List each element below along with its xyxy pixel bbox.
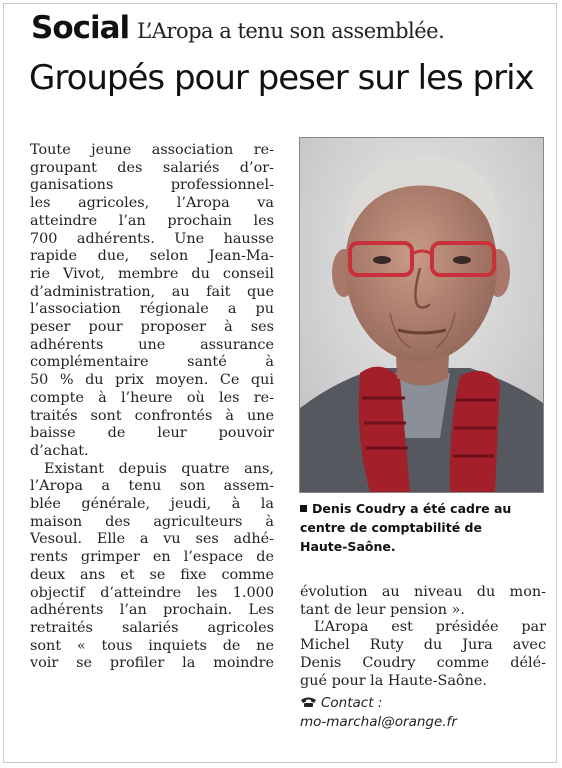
text-line: voir se profiler la moindre — [30, 655, 274, 672]
portrait-photo — [299, 137, 544, 493]
text-line: Toute jeune association re- — [30, 142, 274, 158]
text-line: peser pour proposer à ses — [30, 319, 274, 336]
text-line: d’administration, au fait que — [30, 283, 274, 300]
text-line: objectif d’atteindre les 1.000 — [30, 584, 274, 601]
text-line: rie Vivot, membre du conseil — [30, 265, 274, 282]
text-line: rents grimper en l’espace de — [30, 549, 274, 566]
article-column-right — [300, 584, 546, 690]
kicker-lead: L’Aropa a tenu son assemblée. — [137, 19, 445, 43]
text-line: baisse de leur pouvoir — [30, 425, 274, 442]
text-line: l’association régionale a pu — [30, 301, 274, 318]
rubric-label: Social — [31, 10, 130, 46]
text-line: L’Aropa est présidée par — [314, 619, 546, 636]
headline: Groupés pour peser sur les prix — [29, 58, 534, 98]
caption-line: Haute-Saône. — [300, 539, 396, 554]
text-line: compte à l’heure où les re- — [30, 389, 274, 406]
text-line: traités sont confrontés à une — [30, 407, 274, 424]
text-line: groupant des salariés d’or- — [30, 159, 274, 176]
text-line: ganisations professionnel- — [30, 177, 274, 194]
text-line: Vesoul. Elle a vu ses adhé- — [30, 531, 274, 548]
caption-line: centre de comptabilité de — [300, 520, 482, 535]
text-line: d’achat. — [30, 442, 89, 459]
contact-email[interactable]: mo-marchal@orange.fr — [300, 714, 457, 730]
portrait-illustration — [300, 138, 543, 492]
contact-block — [300, 694, 546, 732]
text-line: Existant depuis quatre ans, — [44, 460, 274, 477]
text-line: adhérents une assurance — [30, 336, 274, 353]
text-line: 700 adhérents. Une hausse — [30, 230, 274, 247]
text-line: retraités salariés agricoles — [30, 619, 274, 636]
text-line: gué pour la Haute-Saône. — [300, 672, 487, 689]
text-line: deux ans et se fixe comme — [30, 566, 274, 583]
text-line: blée générale, jeudi, à la — [30, 496, 274, 513]
text-line: Denis Coudry comme délé- — [300, 654, 546, 671]
contact-label: Contact : — [321, 695, 383, 711]
caption-bullet — [300, 505, 307, 512]
text-line: les agricoles, l’Aropa va — [30, 195, 274, 212]
text-line: sont « tous inquiets de ne — [30, 637, 274, 654]
text-line: atteindre l’an prochain les — [30, 212, 274, 229]
text-line: adhérents l’an prochain. Les — [30, 602, 274, 619]
phone-icon — [300, 695, 317, 707]
text-line: 50 % du prix moyen. Ce qui — [30, 372, 274, 389]
kicker — [31, 10, 444, 46]
text-line: tant de leur pension ». — [300, 601, 466, 618]
text-line: l’Aropa a tenu son assem- — [30, 478, 274, 495]
text-line: complémentaire santé à — [30, 354, 274, 371]
text-line: Michel Ruty du Jura avec — [300, 637, 546, 654]
article-column-left — [30, 142, 274, 673]
caption-line: Denis Coudry a été cadre au — [312, 501, 512, 516]
text-line: rapide due, selon Jean-Ma- — [30, 248, 274, 265]
photo-caption — [300, 499, 550, 556]
text-line: maison des agriculteurs à — [30, 513, 274, 530]
text-line: évolution au niveau du mon- — [300, 584, 546, 600]
